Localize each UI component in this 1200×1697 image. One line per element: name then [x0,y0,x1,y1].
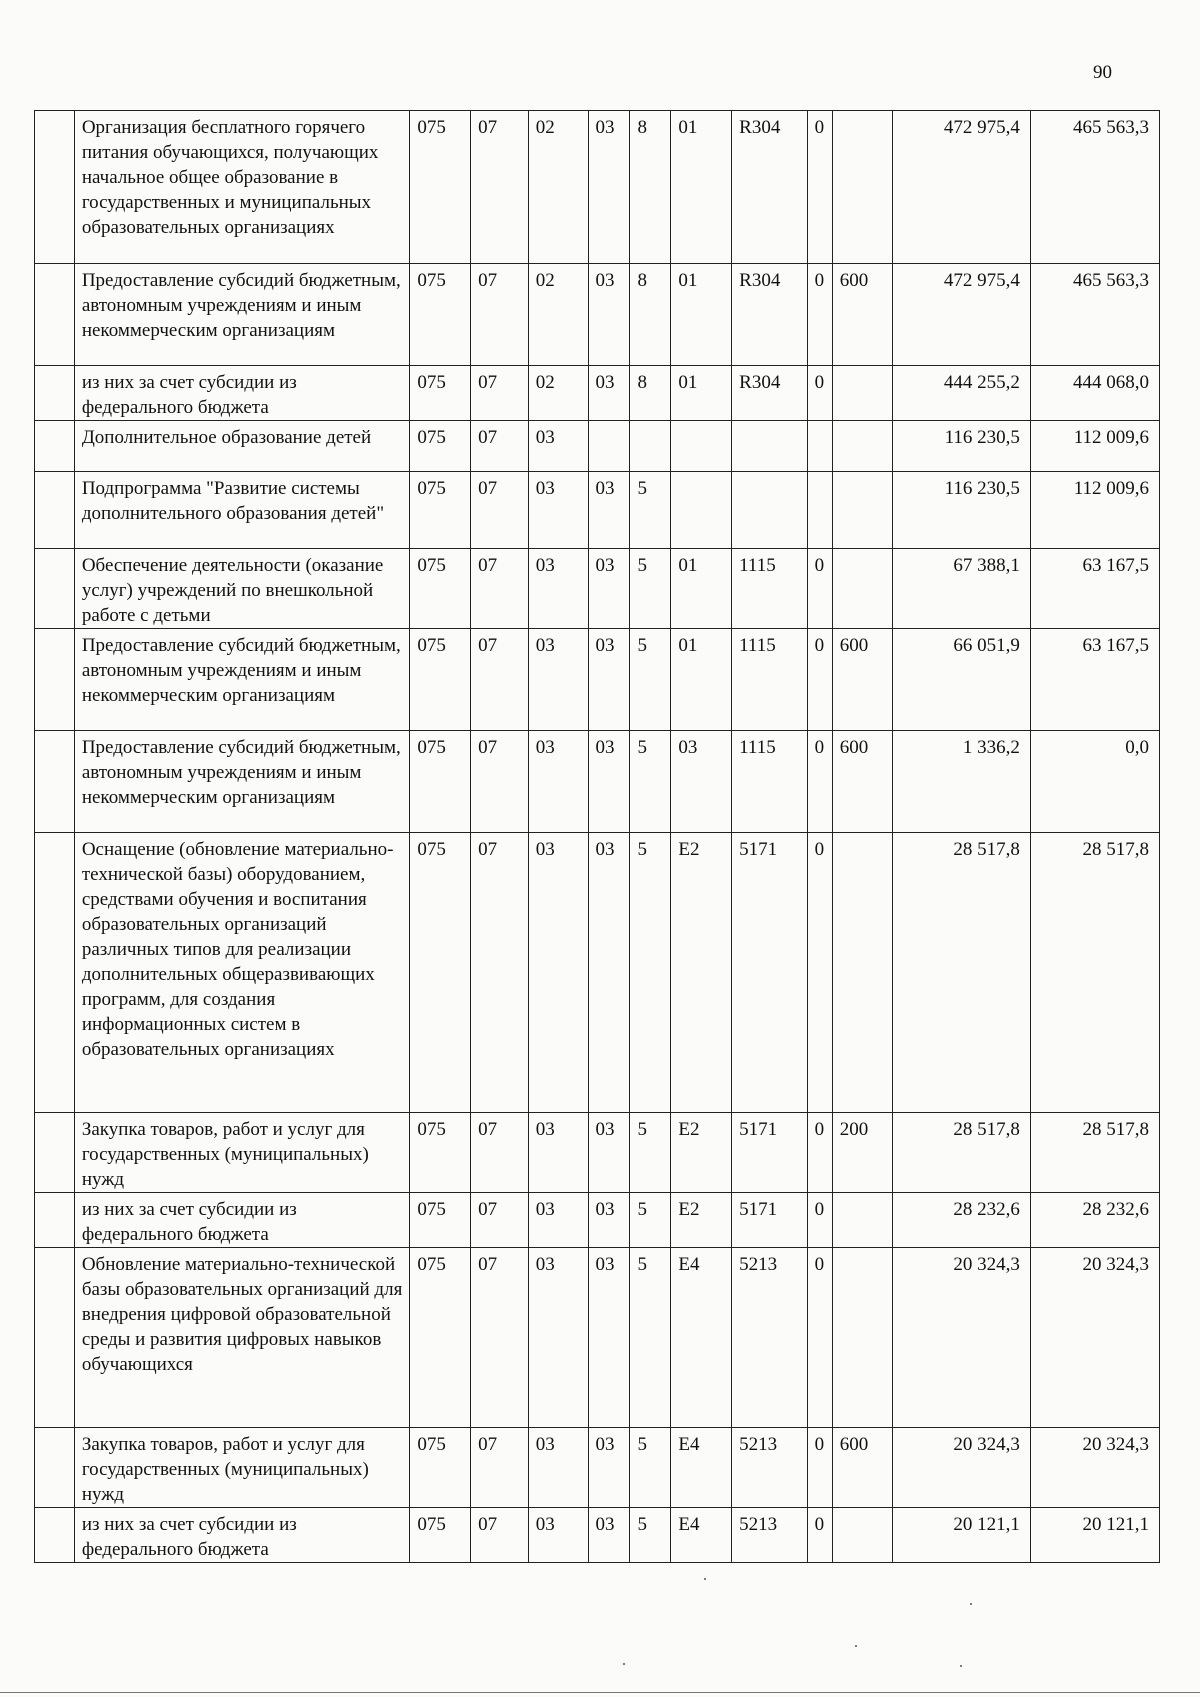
row-index-cell [35,421,75,472]
table-row [35,366,1160,421]
code-cell: 01 [671,629,732,731]
amount-cell: 28 517,8 [1030,833,1159,1113]
code-cell: 03 [588,1508,630,1563]
code-cell: 0 [807,629,832,731]
code-cell: 0 [807,549,832,629]
amount-cell: 28 232,6 [1030,1193,1159,1248]
code-cell [832,549,892,629]
amount-cell: 112 009,6 [1030,472,1159,549]
code-cell: 03 [528,1248,588,1428]
code-cell: 03 [528,1193,588,1248]
code-cell: 03 [528,1428,588,1508]
code-cell: 03 [588,833,630,1113]
table-row [35,833,1160,1113]
code-cell [807,421,832,472]
row-name-cell: Подпрограмма "Развитие системы дополнительного образования детей" [74,472,410,549]
code-cell: 01 [671,111,732,264]
code-cell: R304 [732,111,807,264]
code-cell: 0 [807,1193,832,1248]
table-row [35,629,1160,731]
code-cell [671,421,732,472]
row-index-cell [35,1508,75,1563]
table-row [35,1428,1160,1508]
code-cell: 03 [528,549,588,629]
row-name-cell: из них за счет субсидии из федерального бюджета [74,366,410,421]
code-cell [832,421,892,472]
amount-cell: 63 167,5 [1030,549,1159,629]
code-cell: 075 [410,1113,471,1193]
code-cell: 07 [471,629,529,731]
code-cell: 075 [410,1508,471,1563]
code-cell: 03 [671,731,732,833]
code-cell: 03 [588,549,630,629]
row-name-cell: Предоставление субсидий бюджетным, автономным учреждениям и иным некоммерческим организациям [74,731,410,833]
code-cell: 600 [832,1428,892,1508]
code-cell: 03 [528,731,588,833]
code-cell: 07 [471,1113,529,1193]
code-cell: 02 [528,264,588,366]
code-cell: 03 [528,629,588,731]
amount-cell: 472 975,4 [892,264,1030,366]
code-cell: 07 [471,366,529,421]
code-cell: 1115 [732,629,807,731]
table-body [35,111,1160,1563]
code-cell: E4 [671,1428,732,1508]
table-row [35,1248,1160,1428]
amount-cell: 465 563,3 [1030,111,1159,264]
code-cell [732,421,807,472]
amount-cell: 472 975,4 [892,111,1030,264]
code-cell: E4 [671,1248,732,1428]
code-cell [832,1248,892,1428]
code-cell: 1115 [732,731,807,833]
row-index-cell [35,833,75,1113]
code-cell: 07 [471,264,529,366]
code-cell: 03 [528,1508,588,1563]
code-cell: 03 [528,472,588,549]
code-cell: 0 [807,264,832,366]
amount-cell: 63 167,5 [1030,629,1159,731]
budget-table [34,110,1160,1563]
code-cell: 0 [807,1428,832,1508]
row-index-cell [35,111,75,264]
code-cell: 8 [630,111,671,264]
row-index-cell [35,1113,75,1193]
code-cell: E2 [671,1113,732,1193]
code-cell [832,472,892,549]
row-index-cell [35,1428,75,1508]
row-index-cell [35,264,75,366]
code-cell: 075 [410,549,471,629]
code-cell: 03 [528,1113,588,1193]
scan-speck [623,1663,625,1665]
code-cell: 5 [630,1508,671,1563]
table-row [35,472,1160,549]
amount-cell: 465 563,3 [1030,264,1159,366]
code-cell: 5 [630,1193,671,1248]
code-cell: 075 [410,731,471,833]
code-cell: 07 [471,549,529,629]
code-cell: 5171 [732,833,807,1113]
row-name-cell: Дополнительное образование детей [74,421,410,472]
code-cell: 07 [471,472,529,549]
code-cell: 03 [588,111,630,264]
code-cell [832,833,892,1113]
code-cell: R304 [732,264,807,366]
amount-cell: 1 336,2 [892,731,1030,833]
code-cell: E4 [671,1508,732,1563]
code-cell: 07 [471,1248,529,1428]
code-cell: 0 [807,1248,832,1428]
code-cell: 03 [588,731,630,833]
scan-speck [970,1603,972,1605]
code-cell: 01 [671,264,732,366]
amount-cell: 28 517,8 [892,833,1030,1113]
table-row [35,421,1160,472]
table-row [35,264,1160,366]
code-cell: 03 [528,833,588,1113]
code-cell: 075 [410,472,471,549]
amount-cell: 66 051,9 [892,629,1030,731]
code-cell: 0 [807,1113,832,1193]
row-name-cell: Закупка товаров, работ и услуг для государственных (муниципальных) нужд [74,1113,410,1193]
table-row [35,1193,1160,1248]
code-cell [807,472,832,549]
code-cell: 5213 [732,1248,807,1428]
code-cell [732,472,807,549]
code-cell: 03 [588,1193,630,1248]
code-cell: 03 [588,264,630,366]
code-cell: 03 [588,1428,630,1508]
row-name-cell: Обеспечение деятельности (оказание услуг) учреждений по внешкольной работе с детьми [74,549,410,629]
code-cell: 07 [471,1428,529,1508]
code-cell: 200 [832,1113,892,1193]
table-row [35,1113,1160,1193]
code-cell: 03 [588,629,630,731]
row-name-cell: Предоставление субсидий бюджетным, автономным учреждениям и иным некоммерческим организациям [74,264,410,366]
code-cell: 600 [832,629,892,731]
code-cell: 075 [410,1248,471,1428]
row-index-cell [35,549,75,629]
code-cell: 5 [630,833,671,1113]
code-cell: 0 [807,366,832,421]
code-cell: 03 [588,1248,630,1428]
amount-cell: 67 388,1 [892,549,1030,629]
code-cell [671,472,732,549]
code-cell: 5 [630,1248,671,1428]
amount-cell: 20 121,1 [1030,1508,1159,1563]
code-cell: 02 [528,366,588,421]
table-row [35,731,1160,833]
code-cell: 5 [630,629,671,731]
amount-cell: 28 232,6 [892,1193,1030,1248]
code-cell: 5213 [732,1508,807,1563]
amount-cell: 20 324,3 [892,1428,1030,1508]
code-cell: 07 [471,833,529,1113]
amount-cell: 20 324,3 [1030,1428,1159,1508]
code-cell: 07 [471,421,529,472]
code-cell [832,1193,892,1248]
scan-speck [960,1665,962,1667]
scan-speck [855,1645,857,1647]
code-cell: 03 [588,472,630,549]
code-cell: 075 [410,366,471,421]
code-cell: 5 [630,472,671,549]
code-cell: 03 [528,421,588,472]
row-name-cell: из них за счет субсидии из федерального бюджета [74,1193,410,1248]
row-index-cell [35,366,75,421]
code-cell: 5 [630,549,671,629]
code-cell: 02 [528,111,588,264]
row-name-cell: Оснащение (обновление материально-технической базы) оборудованием, средствами обучения и воспитания образовательных организаций различных типов для реализации дополнительных общеразвивающих программ, для создания информационных систем в образовательных организациях [74,833,410,1113]
code-cell: 5 [630,731,671,833]
code-cell: 075 [410,1193,471,1248]
row-index-cell [35,472,75,549]
amount-cell: 20 121,1 [892,1508,1030,1563]
code-cell: 075 [410,264,471,366]
code-cell: 5171 [732,1113,807,1193]
code-cell: 8 [630,366,671,421]
amount-cell: 112 009,6 [1030,421,1159,472]
code-cell: 5 [630,1113,671,1193]
code-cell: E2 [671,833,732,1113]
code-cell: 07 [471,731,529,833]
code-cell: E2 [671,1193,732,1248]
code-cell: 075 [410,833,471,1113]
code-cell: 0 [807,731,832,833]
amount-cell: 28 517,8 [892,1113,1030,1193]
code-cell: 01 [671,549,732,629]
code-cell: 07 [471,111,529,264]
row-name-cell: Закупка товаров, работ и услуг для государственных (муниципальных) нужд [74,1428,410,1508]
code-cell: 07 [471,1508,529,1563]
row-name-cell: из них за счет субсидии из федерального бюджета [74,1508,410,1563]
amount-cell: 444 255,2 [892,366,1030,421]
code-cell: R304 [732,366,807,421]
amount-cell: 20 324,3 [892,1248,1030,1428]
code-cell: 600 [832,264,892,366]
code-cell: 075 [410,111,471,264]
code-cell: 03 [588,366,630,421]
code-cell: 0 [807,111,832,264]
code-cell: 1115 [732,549,807,629]
table-row [35,549,1160,629]
amount-cell: 28 517,8 [1030,1113,1159,1193]
code-cell: 5171 [732,1193,807,1248]
table-row [35,1508,1160,1563]
page-bottom-line [0,1692,1200,1693]
amount-cell: 444 068,0 [1030,366,1159,421]
code-cell: 01 [671,366,732,421]
row-index-cell [35,629,75,731]
row-index-cell [35,731,75,833]
amount-cell: 0,0 [1030,731,1159,833]
row-name-cell: Обновление материально-технической базы образовательных организаций для внедрения цифровой образовательной среды и развития цифровых навыков обучающихся [74,1248,410,1428]
code-cell: 8 [630,264,671,366]
code-cell: 5213 [732,1428,807,1508]
code-cell: 03 [588,1113,630,1193]
code-cell [832,111,892,264]
amount-cell: 20 324,3 [1030,1248,1159,1428]
row-name-cell: Предоставление субсидий бюджетным, автономным учреждениям и иным некоммерческим организациям [74,629,410,731]
row-name-cell: Организация бесплатного горячего питания обучающихся, получающих начальное общее образование в государственных и муниципальных образовательных организациях [74,111,410,264]
amount-cell: 116 230,5 [892,421,1030,472]
code-cell [832,366,892,421]
code-cell [630,421,671,472]
code-cell: 600 [832,731,892,833]
row-index-cell [35,1193,75,1248]
code-cell: 075 [410,629,471,731]
code-cell: 075 [410,1428,471,1508]
scan-speck [704,1578,706,1580]
amount-cell: 116 230,5 [892,472,1030,549]
code-cell [832,1508,892,1563]
code-cell: 075 [410,421,471,472]
code-cell [588,421,630,472]
page-number: 90 [1093,62,1112,83]
code-cell: 07 [471,1193,529,1248]
code-cell: 0 [807,1508,832,1563]
table-row [35,111,1160,264]
code-cell: 0 [807,833,832,1113]
row-index-cell [35,1248,75,1428]
code-cell: 5 [630,1428,671,1508]
